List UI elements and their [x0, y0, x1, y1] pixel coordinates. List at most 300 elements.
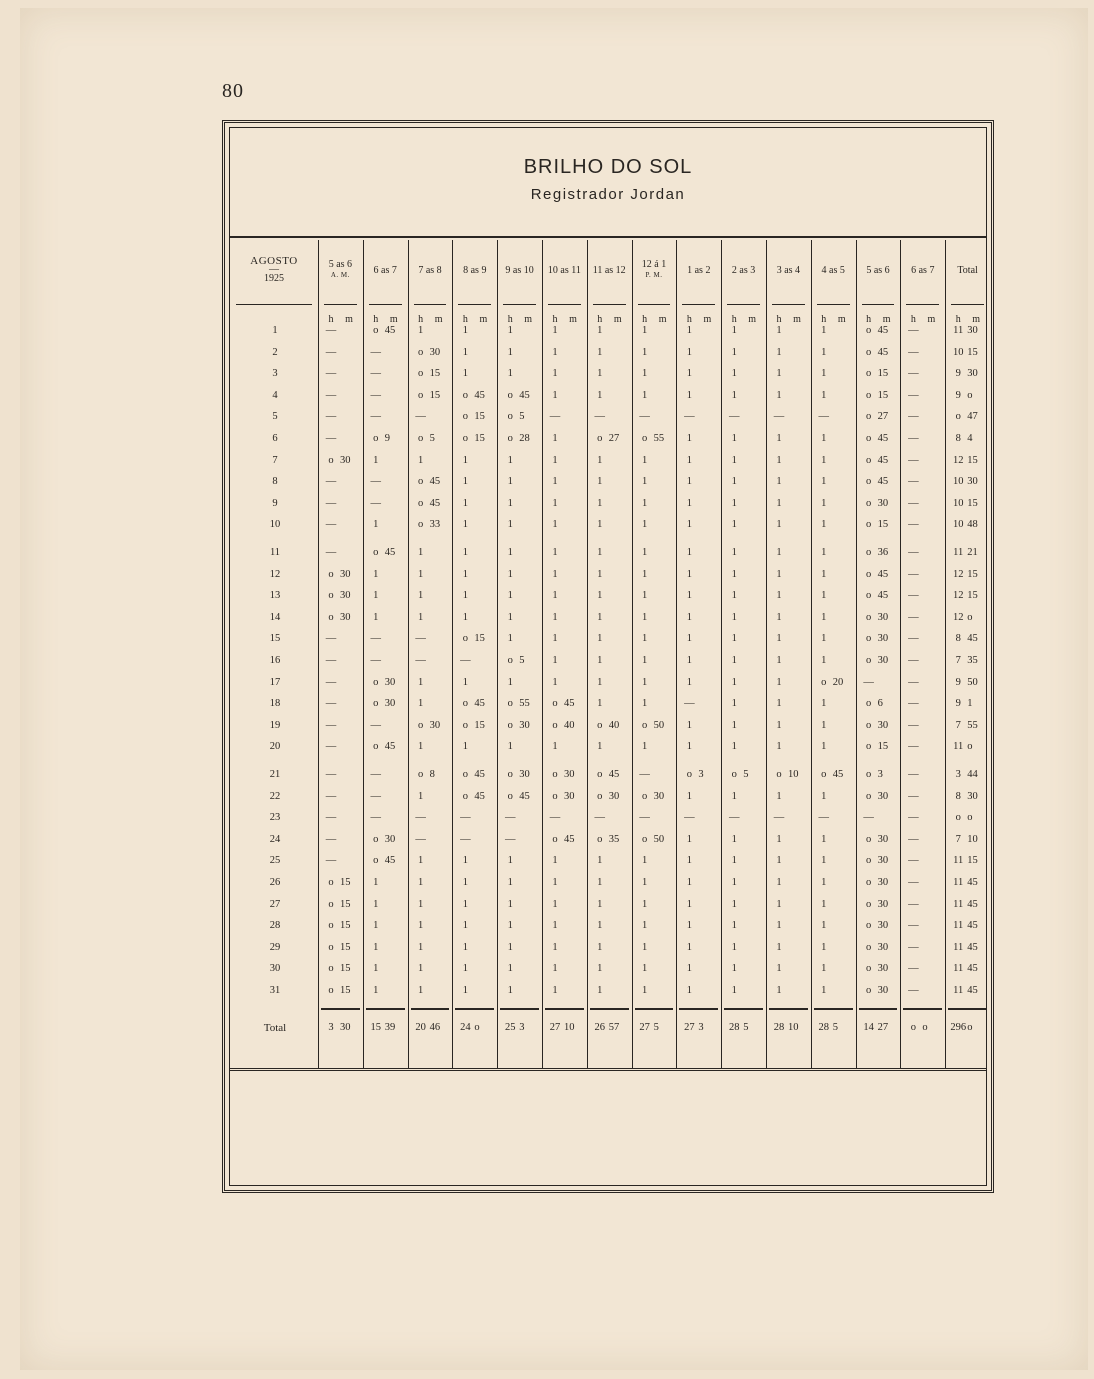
table-cell: [322, 344, 362, 362]
cell-minutes: 45: [967, 898, 978, 910]
table-cell: [636, 344, 676, 362]
table-cell: [412, 809, 452, 827]
cell-hours: 1: [731, 547, 737, 558]
cell-hours: —: [908, 411, 919, 423]
cell-hours: 1: [417, 590, 424, 602]
table-cell: [636, 516, 676, 534]
header-underline: [638, 304, 671, 305]
table-cell: [501, 516, 541, 534]
table-cell: [904, 322, 944, 340]
unit-hours: h: [776, 314, 782, 325]
cell-minutes: 35: [608, 833, 620, 845]
cell-minutes: 9: [384, 433, 391, 444]
cell-hours: 1: [686, 963, 693, 975]
table-cell: [546, 544, 586, 562]
cell-hours: o: [552, 769, 558, 780]
cell-hours: o: [552, 790, 558, 802]
table-cell: [501, 852, 541, 870]
table-cell: [636, 738, 676, 756]
cell-hours: 1: [821, 325, 827, 336]
table-cell: [367, 982, 407, 1000]
table-cell: [367, 387, 407, 405]
cell-hours: o: [865, 855, 872, 867]
cell-hours: 1: [373, 590, 379, 602]
totals-rule: [859, 1008, 898, 1010]
cell-hours: 1: [597, 877, 603, 888]
table-cell: [949, 960, 989, 978]
unit-minutes: m: [524, 314, 533, 325]
table-cell: [904, 473, 944, 491]
total-cell: [322, 1019, 362, 1037]
table-cell: [725, 917, 765, 935]
cell-hours: 1: [552, 611, 558, 623]
table-cell: [860, 874, 900, 892]
cell-hours: 1: [462, 898, 469, 910]
table-cell: [904, 430, 944, 448]
table-cell: [949, 788, 989, 806]
cell-minutes: 30: [429, 719, 441, 731]
cell-hours: 1: [821, 898, 827, 910]
day-number: 9: [272, 497, 278, 509]
cell-hours: o: [865, 368, 872, 380]
cell-hours: o: [865, 655, 872, 666]
cell-hours: 1: [686, 476, 693, 488]
table-cell: [949, 695, 989, 713]
cell-hours: 1: [462, 985, 469, 996]
cell-hours: 1: [821, 454, 827, 466]
cell-hours: 1: [641, 497, 648, 509]
totals-rule: [366, 1008, 405, 1010]
cell-hours: o: [462, 790, 469, 802]
table-cell: [322, 473, 362, 491]
header-underline: [503, 304, 536, 305]
table-cell: [949, 852, 989, 870]
cell-minutes: 15: [877, 368, 889, 380]
unit-hours: h: [686, 314, 692, 325]
table-cell: [322, 852, 362, 870]
cell-hours: —: [370, 769, 382, 780]
cell-hours: 1: [821, 346, 827, 358]
cell-hours: —: [639, 769, 650, 780]
cell-hours: 1: [641, 611, 648, 623]
cell-hours: —: [908, 833, 919, 845]
cell-hours: 12: [952, 568, 964, 580]
cell-hours: —: [325, 519, 337, 531]
cell-minutes: 5: [519, 411, 525, 423]
table-cell: [591, 566, 631, 584]
cell-hours: —: [325, 655, 337, 666]
table-cell: [412, 917, 452, 935]
table-cell: [904, 452, 944, 470]
cell-hours: —: [325, 741, 337, 753]
table-cell: [725, 788, 765, 806]
cell-minutes: 45: [832, 769, 844, 780]
cell-hours: —: [908, 812, 919, 824]
cell-hours: o: [865, 476, 872, 488]
cell-hours: 1: [821, 476, 827, 488]
cell-hours: o: [462, 769, 469, 780]
table-cell: [501, 473, 541, 491]
page-number: 80: [222, 80, 244, 102]
table-cell: [949, 674, 989, 692]
cell-minutes: 30: [877, 877, 889, 888]
table-cell: [412, 566, 452, 584]
table-cell: [815, 717, 855, 735]
cell-hours: o: [865, 519, 872, 531]
table-cell: [860, 344, 900, 362]
cell-hours: 1: [552, 325, 558, 336]
table-cell: [949, 717, 989, 735]
table-cell: [501, 982, 541, 1000]
cell-hours: 1: [821, 547, 827, 558]
table-cell: [949, 322, 989, 340]
cell-hours: —: [908, 497, 919, 509]
table-cell: [815, 939, 855, 957]
cell-minutes: 30: [877, 898, 889, 910]
cell-hours: 1: [776, 941, 782, 953]
header-hour-label: 6 as 7: [911, 264, 935, 276]
table-cell: [815, 896, 855, 914]
cell-hours: —: [684, 411, 695, 423]
table-cell: [815, 695, 855, 713]
cell-hours: 1: [686, 497, 693, 509]
cell-hours: 1: [417, 676, 424, 688]
table-cell: [904, 652, 944, 670]
cell-hours: 1: [552, 389, 558, 401]
cell-hours: 1: [776, 719, 782, 731]
table-cell: [949, 408, 989, 426]
table-cell: [591, 473, 631, 491]
cell-hours: 1: [776, 519, 782, 531]
table-cell: [546, 322, 586, 340]
cell-minutes: 30: [877, 633, 889, 645]
day-number: 29: [269, 941, 281, 953]
cell-hours: 1: [507, 547, 513, 558]
day-number: 1: [272, 325, 278, 336]
cell-hours: —: [908, 433, 919, 444]
cell-hours: o: [865, 568, 872, 580]
table-cell: [546, 516, 586, 534]
cell-minutes: 45: [429, 497, 441, 509]
table-cell: [680, 365, 720, 383]
table-cell: [680, 738, 720, 756]
table-cell: [904, 917, 944, 935]
cell-hours: o: [552, 698, 558, 710]
table-cell: [860, 738, 900, 756]
cell-hours: 1: [731, 519, 737, 531]
table-cell: [636, 587, 676, 605]
table-cell: [367, 674, 407, 692]
cell-hours: 1: [821, 368, 827, 380]
unit-minutes: m: [972, 314, 981, 325]
table-cell: [770, 609, 810, 627]
cell-minutes: 15: [474, 633, 485, 645]
table-cell: [904, 695, 944, 713]
table-cell: [367, 452, 407, 470]
cell-minutes: o: [967, 389, 973, 401]
cell-hours: 9: [955, 676, 961, 688]
table-cell: [412, 788, 452, 806]
table-cell: [322, 874, 362, 892]
header-hour-label: 2 as 3: [731, 264, 756, 276]
day-number: 20: [269, 741, 281, 753]
cell-hours: —: [863, 676, 874, 688]
table-cell: [860, 495, 900, 513]
cell-hours: —: [504, 812, 516, 824]
table-cell: [546, 630, 586, 648]
table-cell: [725, 852, 765, 870]
table-cell: [412, 365, 452, 383]
cell-hours: 1: [552, 568, 558, 580]
total-minutes: 27: [877, 1022, 889, 1033]
cell-hours: 1: [552, 433, 558, 444]
table-cell: [456, 544, 496, 562]
cell-hours: —: [908, 769, 919, 780]
cell-hours: 1: [417, 547, 424, 558]
table-cell: [412, 896, 452, 914]
table-cell: [949, 544, 989, 562]
cell-minutes: 45: [967, 877, 978, 888]
table-cell: [456, 917, 496, 935]
cell-minutes: 45: [474, 389, 485, 401]
table-cell: [815, 344, 855, 362]
table-cell: [949, 982, 989, 1000]
cell-minutes: 15: [967, 454, 978, 466]
table-cell: [412, 939, 452, 957]
cell-hours: —: [370, 655, 382, 666]
table-cell: [546, 939, 586, 957]
column-separator: [856, 240, 857, 1068]
table-cell: [904, 495, 944, 513]
cell-hours: 1: [597, 519, 603, 531]
table-cell: [412, 695, 452, 713]
unit-minutes: m: [389, 314, 398, 325]
table-cell: [860, 408, 900, 426]
table-cell: [949, 896, 989, 914]
table-cell: [412, 516, 452, 534]
cell-hours: 1: [507, 985, 513, 996]
cell-minutes: 10: [788, 769, 799, 780]
table-cell: [322, 717, 362, 735]
cell-hours: 1: [507, 497, 513, 509]
cell-hours: o: [865, 454, 872, 466]
cell-hours: 1: [552, 898, 558, 910]
table-cell: [680, 473, 720, 491]
cell-hours: 1: [462, 611, 469, 623]
cell-minutes: 45: [877, 568, 889, 580]
table-cell: [456, 674, 496, 692]
table-cell: [904, 939, 944, 957]
table-cell: [322, 674, 362, 692]
table-cell: [725, 674, 765, 692]
table-cell: [680, 652, 720, 670]
table-cell: [412, 766, 452, 784]
cell-hours: —: [908, 719, 919, 731]
table-cell: [367, 874, 407, 892]
table-cell: [322, 831, 362, 849]
table-cell: [591, 344, 631, 362]
cell-hours: —: [549, 812, 561, 824]
cell-hours: o: [865, 389, 872, 401]
cell-minutes: 15: [474, 433, 485, 444]
table-cell: [815, 566, 855, 584]
cell-hours: 1: [507, 877, 513, 888]
cell-hours: 1: [597, 963, 603, 975]
table-cell: [636, 387, 676, 405]
day-number: 4: [272, 389, 278, 401]
table-cell: [815, 516, 855, 534]
table-cell: [770, 917, 810, 935]
table-cell: [725, 430, 765, 448]
cell-minutes: 55: [519, 698, 530, 710]
table-cell: [680, 896, 720, 914]
cell-hours: o: [328, 963, 334, 975]
cell-hours: —: [594, 411, 606, 423]
header-hour-7: [632, 240, 677, 300]
total-hours: 3: [328, 1022, 334, 1033]
table-cell: [680, 630, 720, 648]
cell-hours: 1: [417, 963, 424, 975]
total-cell: [680, 1019, 720, 1037]
totals-rule: [411, 1008, 450, 1010]
table-cell: [412, 874, 452, 892]
table-cell: [860, 609, 900, 627]
unit-hours: h: [910, 314, 916, 325]
table-cell: [949, 516, 989, 534]
table-cell: [904, 344, 944, 362]
total-hours: 26: [594, 1022, 606, 1033]
cell-hours: o: [417, 769, 424, 780]
table-cell: [860, 566, 900, 584]
table-cell: [680, 717, 720, 735]
table-cell: [904, 587, 944, 605]
total-hours: 28: [728, 1022, 740, 1033]
cell-minutes: 30: [564, 790, 575, 802]
cell-hours: 1: [731, 389, 737, 401]
table-cell: [725, 473, 765, 491]
cell-hours: o: [328, 611, 334, 623]
day-number: 7: [272, 454, 278, 466]
table-cell: [904, 544, 944, 562]
unit-hours: h: [821, 314, 827, 325]
cell-hours: o: [507, 769, 513, 780]
header-hour-14: [945, 240, 990, 300]
table-cell: [546, 788, 586, 806]
cell-hours: —: [415, 833, 426, 845]
totals-rule: [635, 1008, 674, 1010]
cell-hours: 10: [952, 346, 964, 358]
table-cell: [636, 430, 676, 448]
cell-hours: 1: [552, 497, 558, 509]
cell-hours: 1: [776, 590, 782, 602]
cell-minutes: 45: [967, 963, 978, 975]
table-cell: [456, 960, 496, 978]
total-hours: 27: [639, 1022, 650, 1033]
cell-hours: —: [415, 411, 426, 423]
table-cell: [815, 544, 855, 562]
cell-minutes: 30: [877, 985, 889, 996]
table-cell: [949, 609, 989, 627]
cell-hours: —: [908, 590, 919, 602]
table-cell: [904, 831, 944, 849]
table-cell: [412, 344, 452, 362]
cell-hours: —: [908, 568, 919, 580]
cell-hours: —: [863, 812, 874, 824]
cell-hours: 1: [731, 741, 737, 753]
cell-minutes: 30: [340, 590, 351, 602]
totals-rule: [724, 1008, 763, 1010]
cell-hours: —: [908, 368, 919, 380]
table-cell: [546, 652, 586, 670]
table-cell: [770, 387, 810, 405]
table-cell: [501, 874, 541, 892]
cell-hours: o: [821, 676, 827, 688]
table-cell: [546, 408, 586, 426]
cell-minutes: 45: [967, 941, 978, 953]
unit-hours: h: [462, 314, 468, 325]
cell-hours: —: [639, 812, 650, 824]
cell-hours: 7: [955, 655, 961, 666]
table-cell: [322, 652, 362, 670]
cell-minutes: 45: [877, 325, 889, 336]
total-minutes: o: [474, 1022, 480, 1033]
cell-hours: 11: [953, 985, 964, 996]
table-cell: [815, 630, 855, 648]
cell-hours: 1: [686, 676, 693, 688]
day-number: 16: [269, 655, 281, 666]
table-cell: [412, 717, 452, 735]
table-cell: [591, 544, 631, 562]
table-cell: [591, 896, 631, 914]
table-cell: [322, 365, 362, 383]
table-cell: [456, 809, 496, 827]
cell-hours: o: [328, 920, 334, 932]
table-cell: [322, 809, 362, 827]
cell-minutes: 30: [877, 963, 889, 975]
cell-hours: o: [328, 941, 334, 953]
table-cell: [456, 344, 496, 362]
table-cell: [546, 365, 586, 383]
total-hours: o: [910, 1022, 917, 1033]
cell-hours: o: [462, 433, 469, 444]
table-cell: [860, 587, 900, 605]
column-separator: [766, 240, 767, 1068]
cell-hours: 11: [953, 877, 964, 888]
cell-hours: o: [955, 812, 961, 824]
cell-hours: —: [908, 655, 919, 666]
table-cell: [456, 939, 496, 957]
table-cell: [770, 831, 810, 849]
cell-minutes: 50: [967, 676, 978, 688]
cell-hours: o: [641, 790, 648, 802]
cell-hours: 7: [955, 833, 961, 845]
header-hour-label: 6 as 7: [373, 264, 397, 276]
table-cell: [546, 831, 586, 849]
cell-hours: —: [325, 790, 337, 802]
cell-hours: 11: [953, 855, 964, 867]
table-cell: [949, 344, 989, 362]
cell-minutes: 15: [967, 568, 978, 580]
cell-minutes: 15: [967, 855, 978, 867]
unit-minutes: m: [569, 314, 577, 325]
table-cell: [725, 587, 765, 605]
cell-hours: 11: [953, 941, 964, 953]
cell-minutes: 55: [967, 719, 978, 731]
table-cell: [860, 695, 900, 713]
cell-hours: 1: [686, 855, 693, 867]
table-cell: [725, 609, 765, 627]
total-minutes: 46: [429, 1022, 441, 1033]
